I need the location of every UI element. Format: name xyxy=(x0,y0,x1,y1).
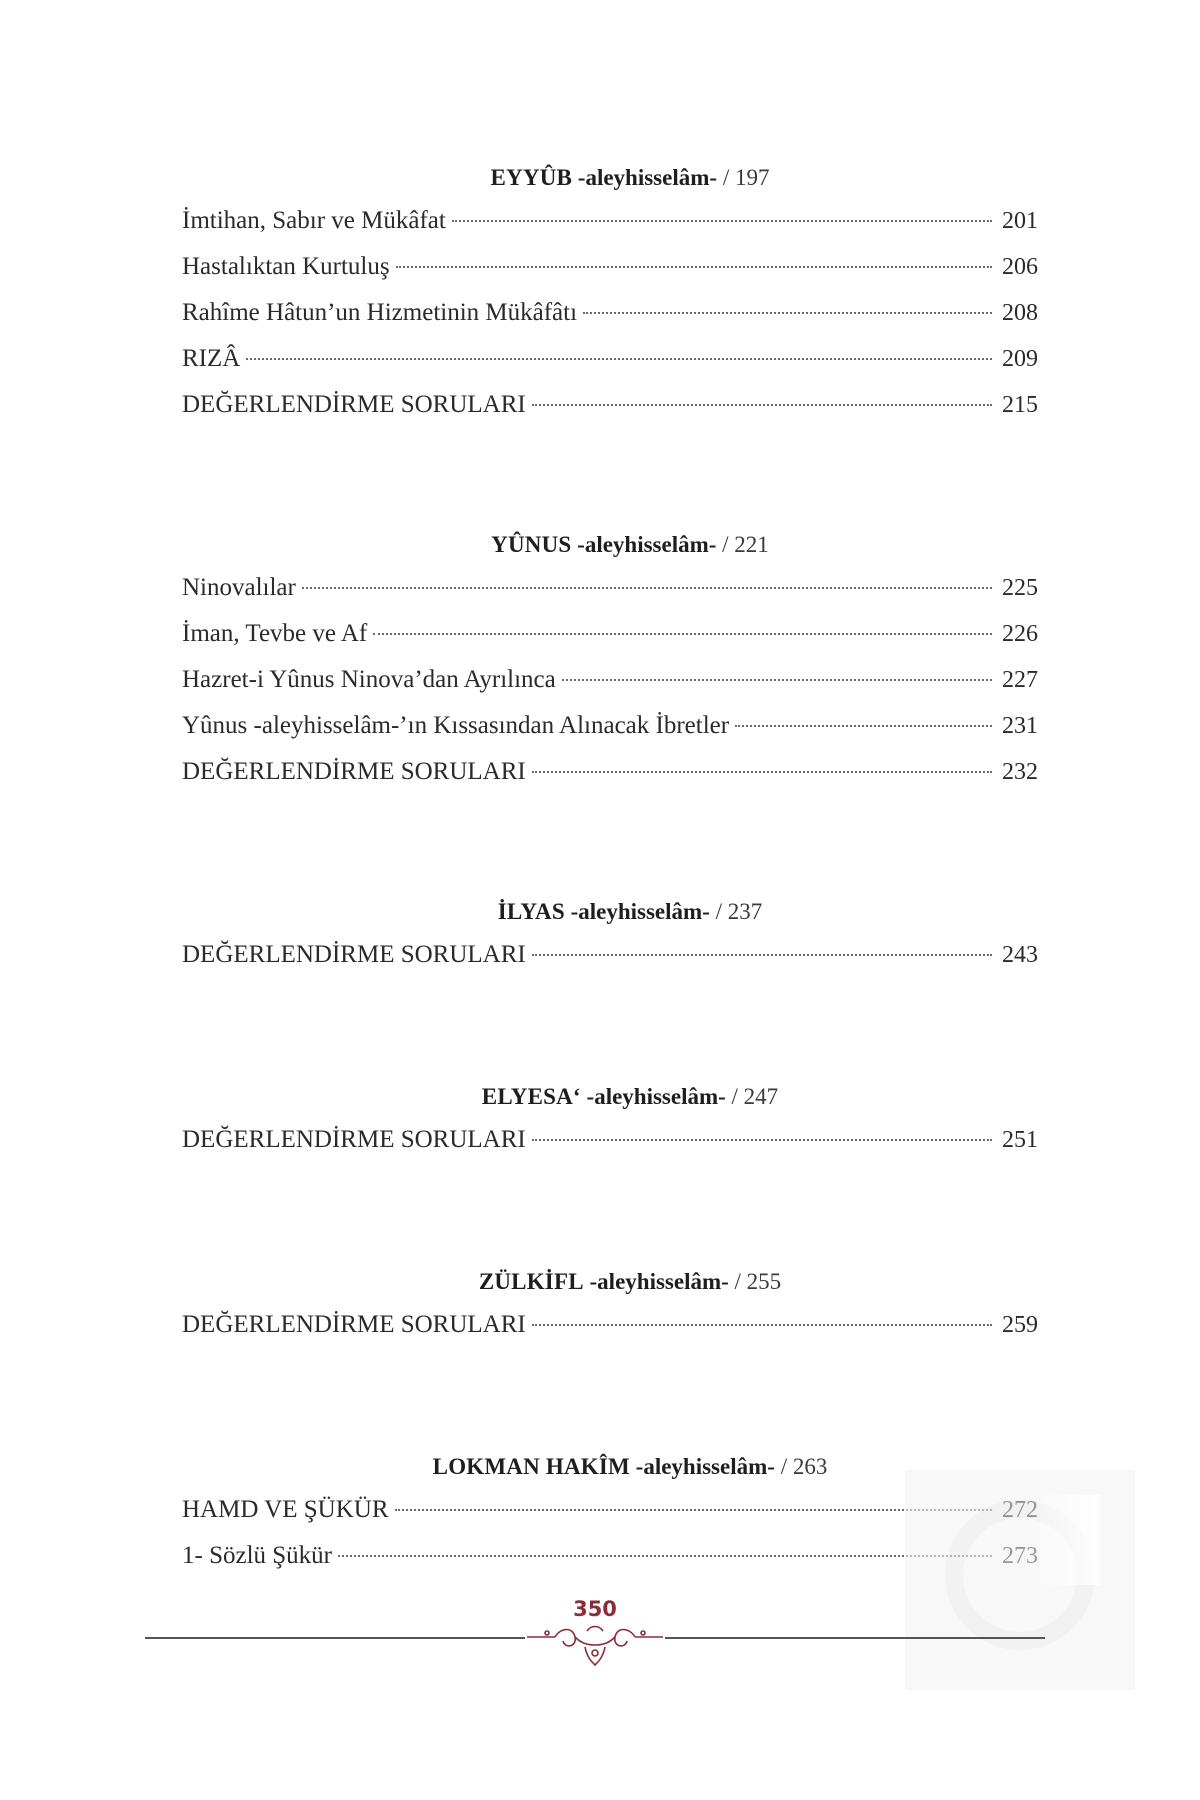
entry-page: 227 xyxy=(1002,667,1038,693)
entry-page: 259 xyxy=(1002,1312,1038,1338)
dot-leader xyxy=(396,266,992,268)
dot-leader xyxy=(373,633,992,635)
dot-leader xyxy=(532,771,992,773)
entry-label: İmtihan, Sabır ve Mükâfat xyxy=(182,207,446,234)
section-heading xyxy=(222,525,1038,565)
section-page: / 221 xyxy=(722,532,769,557)
entry-page: 251 xyxy=(1002,1127,1038,1153)
toc-section-elyesa xyxy=(182,1077,1038,1163)
section-heading xyxy=(222,1262,1038,1302)
entry-label: Ninovalılar xyxy=(182,574,296,601)
dot-leader xyxy=(246,358,992,360)
entry-label: 1- Sözlü Şükür xyxy=(182,1542,332,1569)
toc-entry[interactable] xyxy=(182,565,1038,611)
toc-section-eyyub xyxy=(182,158,1038,428)
dot-leader xyxy=(395,1509,992,1511)
entry-page: 226 xyxy=(1002,621,1038,647)
dot-leader xyxy=(532,1139,992,1141)
section-heading xyxy=(222,1077,1038,1117)
entry-label: DEĞERLENDİRME SORULARI xyxy=(182,1311,526,1338)
entry-label: DEĞERLENDİRME SORULARI xyxy=(182,391,526,418)
toc-entry[interactable] xyxy=(182,932,1038,978)
dot-leader xyxy=(583,312,992,314)
entry-label: RIZÂ xyxy=(182,345,241,372)
toc-entry[interactable] xyxy=(182,703,1038,749)
entry-label: Rahîme Hâtun’un Hizmetinin Mükâfâtı xyxy=(182,299,578,326)
toc-entry[interactable] xyxy=(182,336,1038,382)
entry-page: 215 xyxy=(1002,392,1038,418)
entry-page: 209 xyxy=(1002,346,1038,372)
edge-fade xyxy=(1040,1495,1100,1585)
entry-page: 208 xyxy=(1002,300,1038,326)
toc-entry[interactable] xyxy=(182,382,1038,428)
dot-leader xyxy=(338,1555,992,1557)
section-name: LOKMAN HAKÎM xyxy=(432,1454,630,1479)
toc-entry[interactable] xyxy=(182,198,1038,244)
toc-entry[interactable] xyxy=(182,657,1038,703)
section-epithet: -aleyhisselâm- xyxy=(577,532,717,557)
section-heading xyxy=(222,158,1038,198)
section-epithet: -aleyhisselâm- xyxy=(577,165,718,190)
toc-section-yunus xyxy=(182,525,1038,795)
toc-entry[interactable] xyxy=(182,611,1038,657)
dot-leader xyxy=(735,725,992,727)
entry-page: 201 xyxy=(1002,208,1038,234)
section-name: ZÜLKİFL xyxy=(478,1269,584,1294)
section-page: / 237 xyxy=(715,899,763,924)
entry-label: İman, Tevbe ve Af xyxy=(182,620,368,647)
footer-rule-left xyxy=(145,1637,525,1639)
dot-leader xyxy=(532,954,992,956)
section-page: / 263 xyxy=(780,1454,828,1479)
entry-page: 206 xyxy=(1002,254,1038,280)
entry-label: Yûnus -aleyhisselâm-’ın Kıssasından Alınacak İbretler xyxy=(182,712,730,739)
entry-label: DEĞERLENDİRME SORULARI xyxy=(182,758,526,785)
entry-label: DEĞERLENDİRME SORULARI xyxy=(182,941,526,968)
toc-entry[interactable] xyxy=(182,244,1038,290)
toc-entry[interactable] xyxy=(182,1117,1038,1163)
page-footer xyxy=(145,1595,1045,1675)
section-name: YÛNUS xyxy=(491,532,572,557)
entry-page: 225 xyxy=(1002,575,1038,601)
toc-section-ilyas xyxy=(182,892,1038,978)
section-name: EYYÛB xyxy=(490,165,573,190)
section-epithet: -aleyhisselâm- xyxy=(570,899,710,924)
toc-entry[interactable] xyxy=(182,1302,1038,1348)
dot-leader xyxy=(562,679,992,681)
section-heading xyxy=(222,892,1038,932)
entry-label: Hastalıktan Kurtuluş xyxy=(182,253,390,280)
entry-page: 232 xyxy=(1002,759,1038,785)
entry-page: 243 xyxy=(1002,942,1038,968)
entry-label: Hazret-i Yûnus Ninova’dan Ayrılınca xyxy=(182,666,556,693)
toc-entry[interactable] xyxy=(182,290,1038,336)
page-number: 350 xyxy=(573,1597,617,1621)
dot-leader xyxy=(532,1324,992,1326)
toc-section-zulkifl xyxy=(182,1262,1038,1348)
section-epithet: -aleyhisselâm- xyxy=(589,1269,729,1294)
section-epithet: -aleyhisselâm- xyxy=(635,1454,775,1479)
dot-leader xyxy=(302,587,992,589)
entry-label: HAMD VE ŞÜKÜR xyxy=(182,1496,389,1523)
section-name: İLYAS xyxy=(497,899,565,924)
section-page: / 197 xyxy=(722,165,770,190)
footer-rule-right xyxy=(665,1637,1045,1639)
entry-label: DEĞERLENDİRME SORULARI xyxy=(182,1126,526,1153)
section-page: / 255 xyxy=(734,1269,782,1294)
toc-entry[interactable] xyxy=(182,749,1038,795)
dot-leader xyxy=(452,220,992,222)
section-page: / 247 xyxy=(731,1084,779,1109)
entry-page: 231 xyxy=(1002,713,1038,739)
section-name: ELYESA‘ xyxy=(481,1084,581,1109)
section-epithet: -aleyhisselâm- xyxy=(586,1084,726,1109)
flourish-ornament-icon xyxy=(525,1619,665,1669)
dot-leader xyxy=(532,404,992,406)
